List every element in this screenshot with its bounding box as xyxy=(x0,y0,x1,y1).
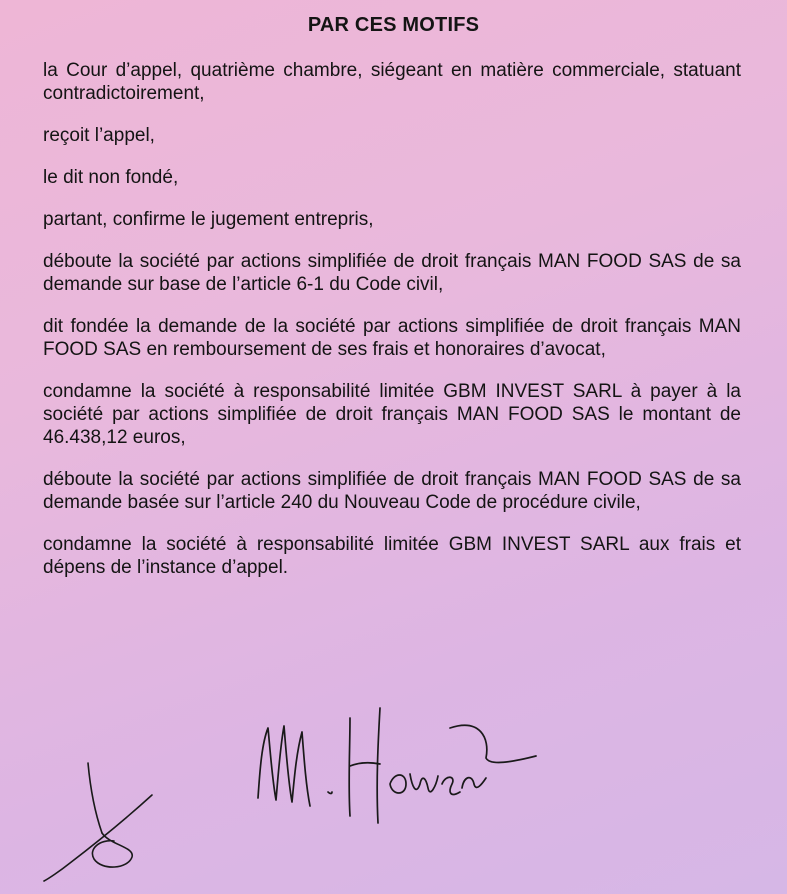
paragraph-2: reçoit l’appel, xyxy=(43,125,155,146)
paragraph-1: la Cour d’appel, quatrième chambre, siégeant en matière commerciale, statuant contradictoirement, xyxy=(43,60,741,104)
paragraph-3: le dit non fondé, xyxy=(43,167,179,188)
document-body xyxy=(43,59,741,598)
left-signature-icon xyxy=(40,755,180,885)
paragraph-6: dit fondée la demande de la société par actions simplifiée de droit français MAN FOOD SAS en remboursement de ses frais et honoraires d’avocat, xyxy=(43,316,741,360)
paragraph-9: condamne la société à responsabilité limitée GBM INVEST SARL aux frais et dépens de l’instance d’appel. xyxy=(43,534,741,578)
page-title: PAR CES MOTIFS xyxy=(307,14,480,36)
paragraph-8: déboute la société par actions simplifiée de droit français MAN FOOD SAS de sa demande basée sur l’article 240 du Nouveau Code de procédure civile, xyxy=(43,469,741,513)
paragraph-5: déboute la société par actions simplifiée de droit français MAN FOOD SAS de sa demande sur base de l’article 6-1 du Code civil, xyxy=(43,251,741,295)
right-signature-icon xyxy=(250,688,540,838)
paragraph-7: condamne la société à responsabilité limitée GBM INVEST SARL à payer à la société par actions simplifiée de droit français MAN FOOD SAS le montant de 46.438,12 euros, xyxy=(43,381,741,448)
paragraph-4: partant, confirme le jugement entrepris, xyxy=(43,209,374,230)
